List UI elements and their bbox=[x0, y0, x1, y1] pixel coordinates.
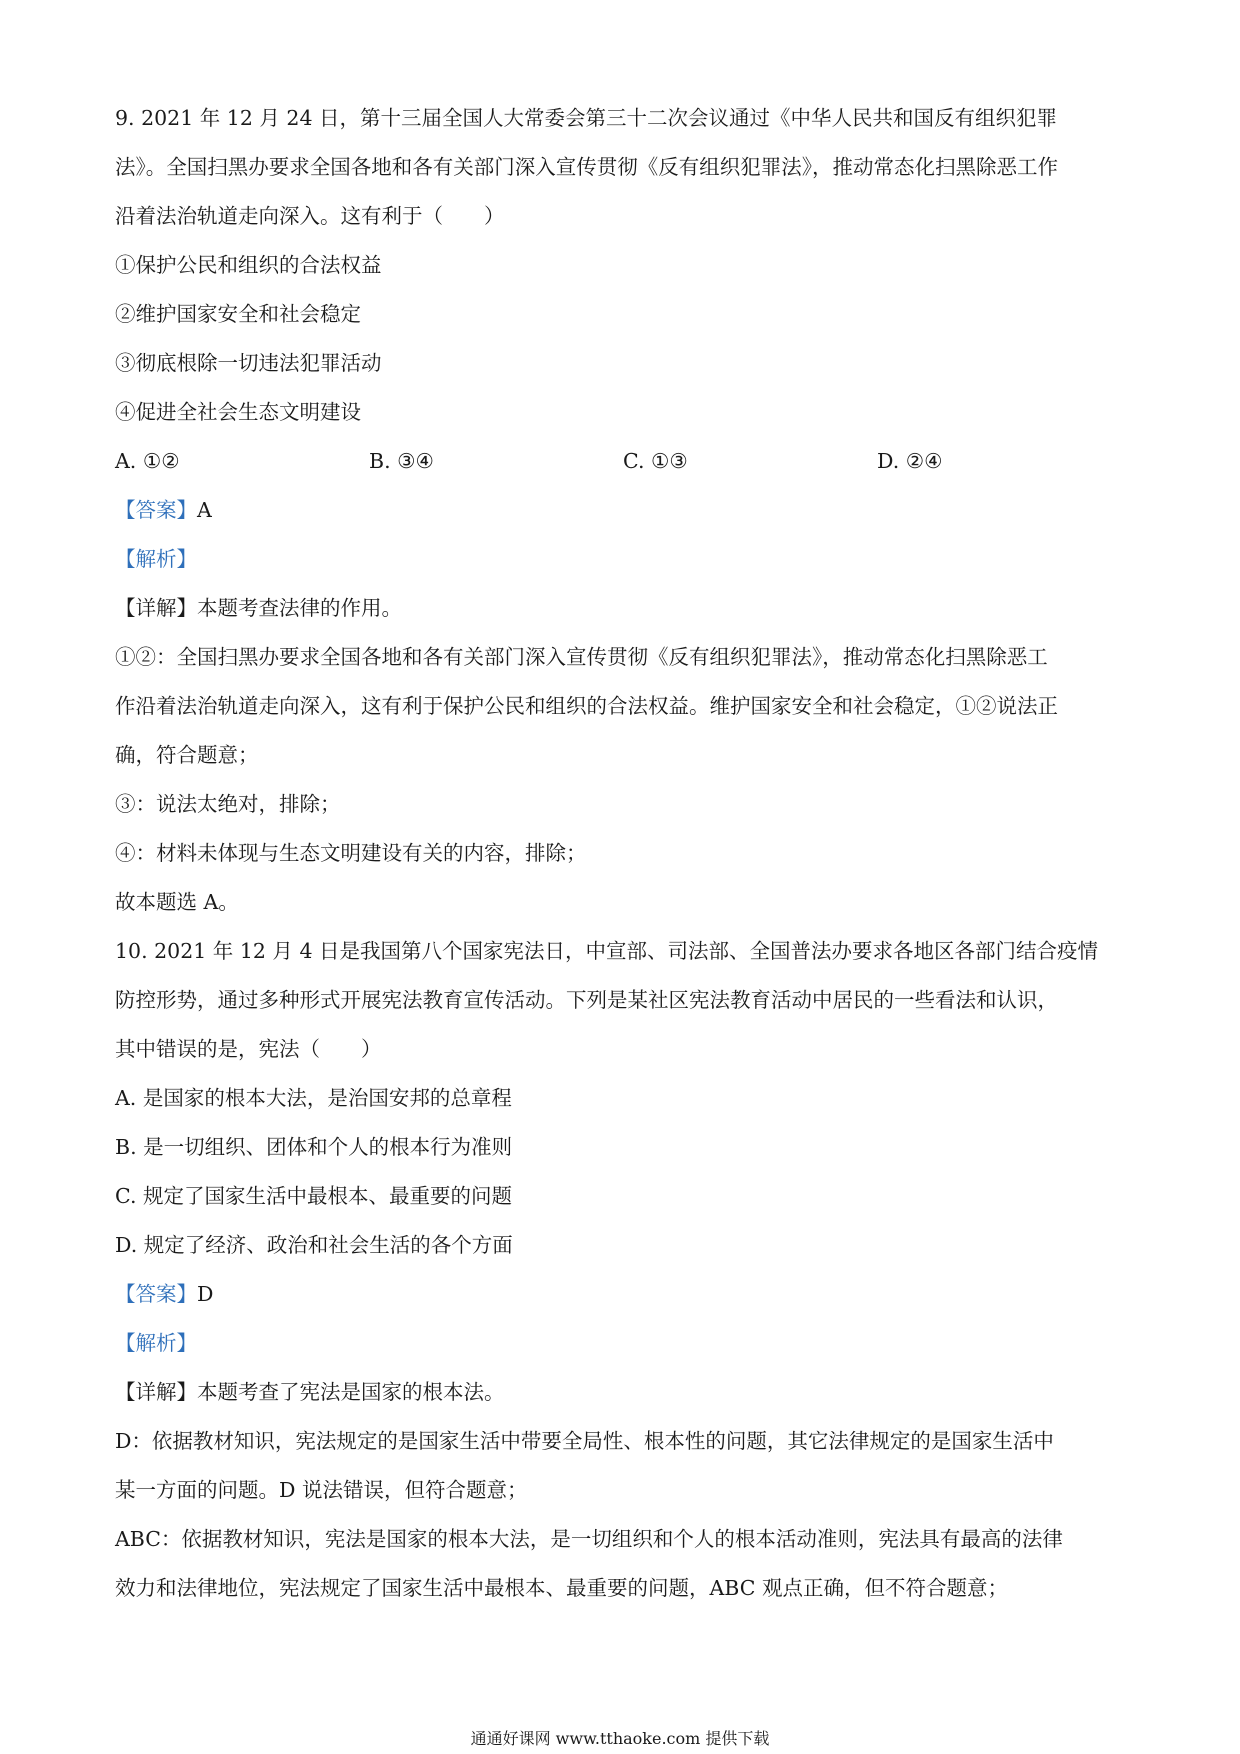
q9-detail-line-1: 【详解】本题考查法律的作用。 bbox=[115, 596, 402, 620]
q10-option-b: B. 是一切组织、团体和个人的根本行为准则 bbox=[115, 1135, 513, 1159]
q9-detail-line-5: ③：说法太绝对，排除； bbox=[115, 792, 341, 816]
q9-stem-line-2: 法》。全国扫黑办要求全国各地和各有关部门深入宣传贯彻《反有组织犯罪法》，推动常态化扫黑除恶工作 bbox=[115, 155, 1058, 179]
q10-detail-line-1: 【详解】本题考查了宪法是国家的根本法。 bbox=[115, 1380, 505, 1404]
q10-stem-line-1: 10. 2021 年 12 月 4 日是我国第八个国家宪法日，中宣部、司法部、全国普法办要求各地区各部门结合疫情 bbox=[115, 939, 1098, 963]
q10-stem-line-2: 防控形势，通过多种形式开展宪法教育宣传活动。下列是某社区宪法教育活动中居民的一些看法和认识， bbox=[115, 988, 1058, 1012]
q10-analysis-tag: 【解析】 bbox=[115, 1331, 197, 1355]
q9-options bbox=[115, 437, 1135, 486]
q10-detail-line-2: D：依据教材知识，宪法规定的是国家生活中带要全局性、根本性的问题，其它法律规定的是国家生活中 bbox=[115, 1429, 1054, 1453]
q9-detail-line-4: 确，符合题意； bbox=[115, 743, 259, 767]
q10-answer-value: D bbox=[197, 1282, 214, 1306]
q9-analysis bbox=[115, 535, 1135, 584]
q9-stem-line-1: 9. 2021 年 12 月 24 日，第十三届全国人大常委会第三十二次会议通过《中华人民共和国反有组织犯罪 bbox=[115, 106, 1057, 130]
q9-detail-line-7: 故本题选 A。 bbox=[115, 890, 239, 914]
document-body bbox=[115, 94, 1135, 1613]
q9-detail-line-3: 作沿着法治轨道走向深入，这有利于保护公民和组织的合法权益。维护国家安全和社会稳定，①②说法正 bbox=[115, 694, 1058, 718]
q10-stem-line-3: 其中错误的是，宪法（ ） bbox=[115, 1037, 382, 1061]
question-10 bbox=[115, 927, 1135, 1613]
q9-option-b: B. ③④ bbox=[369, 449, 434, 473]
q10-option-d: D. 规定了经济、政治和社会生活的各个方面 bbox=[115, 1233, 513, 1257]
q9-item-3: ③彻底根除一切违法犯罪活动 bbox=[115, 351, 382, 375]
q9-answer-value: A bbox=[197, 498, 212, 522]
q10-answer bbox=[115, 1270, 1135, 1319]
q10-detail-line-4: ABC：依据教材知识，宪法是国家的根本大法，是一切组织和个人的根本活动准则，宪法具有最高的法律 bbox=[115, 1527, 1063, 1551]
q9-answer bbox=[115, 486, 1135, 535]
q9-item-1: ①保护公民和组织的合法权益 bbox=[115, 253, 382, 277]
q9-detail-line-2: ①②：全国扫黑办要求全国各地和各有关部门深入宣传贯彻《反有组织犯罪法》，推动常态化扫黑除恶工 bbox=[115, 645, 1048, 669]
q9-option-d: D. ②④ bbox=[877, 449, 943, 473]
page-footer: 通通好课网 www.tthaoke.com 提供下载 bbox=[470, 1729, 770, 1748]
q9-option-a: A. ①② bbox=[115, 449, 180, 473]
q10-detail-line-5: 效力和法律地位，宪法规定了国家生活中最根本、最重要的问题，ABC 观点正确，但不符合题意； bbox=[115, 1576, 1008, 1600]
question-9 bbox=[115, 94, 1135, 927]
q9-analysis-tag: 【解析】 bbox=[115, 547, 197, 571]
q9-stem-line-3: 沿着法治轨道走向深入。这有利于（ ） bbox=[115, 204, 505, 228]
q9-item-4: ④促进全社会生态文明建设 bbox=[115, 400, 361, 424]
q10-option-a: A. 是国家的根本大法，是治国安邦的总章程 bbox=[115, 1086, 512, 1110]
q10-analysis bbox=[115, 1319, 1135, 1368]
q9-option-c: C. ①③ bbox=[623, 449, 688, 473]
q10-option-c: C. 规定了国家生活中最根本、最重要的问题 bbox=[115, 1184, 512, 1208]
q9-answer-tag: 【答案】 bbox=[115, 498, 197, 522]
q10-detail-line-3: 某一方面的问题。D 说法错误，但符合题意； bbox=[115, 1478, 528, 1502]
q10-answer-tag: 【答案】 bbox=[115, 1282, 197, 1306]
q9-detail-line-6: ④：材料未体现与生态文明建设有关的内容，排除； bbox=[115, 841, 587, 865]
q9-item-2: ②维护国家安全和社会稳定 bbox=[115, 302, 361, 326]
